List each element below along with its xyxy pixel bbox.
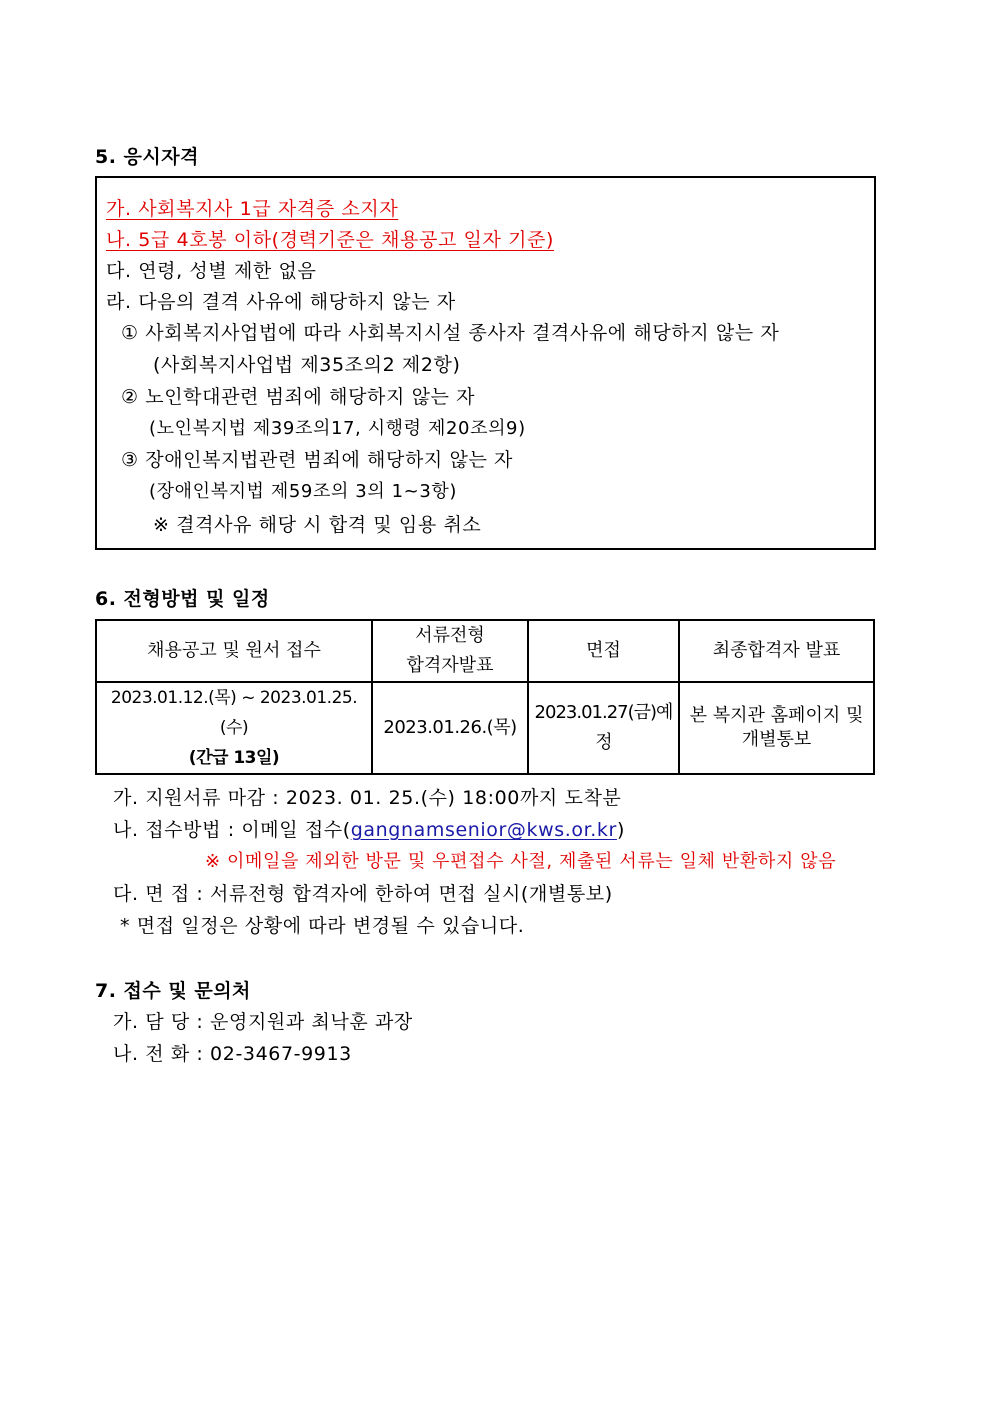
contact-phone: 나. 전 화 : 02-3467-9913: [113, 1043, 352, 1065]
disqualification-3: ③ 장애인복지법관련 범죄에 해당하지 않는 자: [121, 449, 514, 471]
period-note: (간급 13일): [188, 748, 280, 768]
deadline-info: 가. 지원서류 마감 : 2023. 01. 25.(수) 18:00까지 도착분: [113, 787, 622, 809]
section5-heading: 5. 응시자격: [95, 146, 199, 168]
header-final: 최종합격자 발표: [679, 620, 874, 682]
section6-heading: 6. 전형방법 및 일정: [95, 588, 270, 610]
cell-period: [96, 682, 372, 774]
period-dates: 2023.01.12.(목) ~ 2023.01.25.(수): [110, 688, 358, 738]
contact-manager: 가. 담 당 : 운영지원과 최낙훈 과장: [113, 1011, 413, 1033]
schedule-row: [96, 682, 874, 774]
disqualification-2-note: (노인복지법 제39조의17, 시행령 제20조의9): [149, 418, 526, 439]
disqualification-1-note: (사회복지사업법 제35조의2 제2항): [153, 354, 461, 376]
header-application: 채용공고 및 원서 접수: [96, 620, 372, 682]
qualification-item-4: 라. 다음의 결격 사유에 해당하지 않는 자: [106, 291, 456, 313]
section7-heading: 7. 접수 및 문의처: [95, 980, 251, 1002]
disqualification-2: ② 노인학대관련 범죄에 해당하지 않는 자: [121, 386, 476, 408]
cell-final: [679, 682, 874, 774]
method-info: [113, 815, 625, 842]
header-doc-screening: [372, 620, 528, 682]
contact-email-link[interactable]: gangnamsenior@kws.or.kr: [350, 819, 617, 841]
cell-doc-result: 2023.01.26.(목): [372, 682, 528, 774]
final-line2: 개별통보: [741, 729, 812, 750]
qualification-item-2: 나. 5급 4호봉 이하(경력기준은 채용공고 일자 기준): [106, 229, 555, 251]
interview-info: 다. 면 접 : 서류전형 합격자에 한하여 면접 실시(개별통보): [113, 883, 613, 905]
header-doc-screening-line1: 서류전형: [415, 625, 485, 646]
disqualification-warning: ※ 결격사유 해당 시 합격 및 임용 취소: [153, 514, 482, 536]
header-interview: 면접: [528, 620, 679, 682]
final-line1: 본 복지관 홈페이지 및: [689, 705, 864, 726]
disqualification-1: ① 사회복지사업법에 따라 사회복지시설 종사자 결격사유에 해당하지 않는 자: [121, 322, 780, 344]
change-note: * 면접 일정은 상황에 따라 변경될 수 있습니다.: [120, 915, 525, 937]
qualification-item-3: 다. 연령, 성별 제한 없음: [106, 260, 317, 282]
method-prefix: 나. 접수방법 : 이메일 접수(: [113, 819, 351, 841]
schedule-table: [95, 619, 875, 775]
schedule-header-row: [96, 620, 874, 682]
header-doc-screening-line2: 합격자발표: [406, 655, 494, 676]
method-note: ※ 이메일을 제외한 방문 및 우편접수 사절, 제출된 서류는 일체 반환하지 않음: [205, 851, 837, 872]
method-suffix: ): [616, 819, 625, 841]
cell-interview: 2023.01.27(금)예정: [528, 682, 679, 774]
disqualification-3-note: (장애인복지법 제59조의 3의 1~3항): [149, 481, 458, 502]
qualification-box: [95, 176, 876, 550]
qualification-item-1: 가. 사회복지사 1급 자격증 소지자: [106, 198, 399, 220]
